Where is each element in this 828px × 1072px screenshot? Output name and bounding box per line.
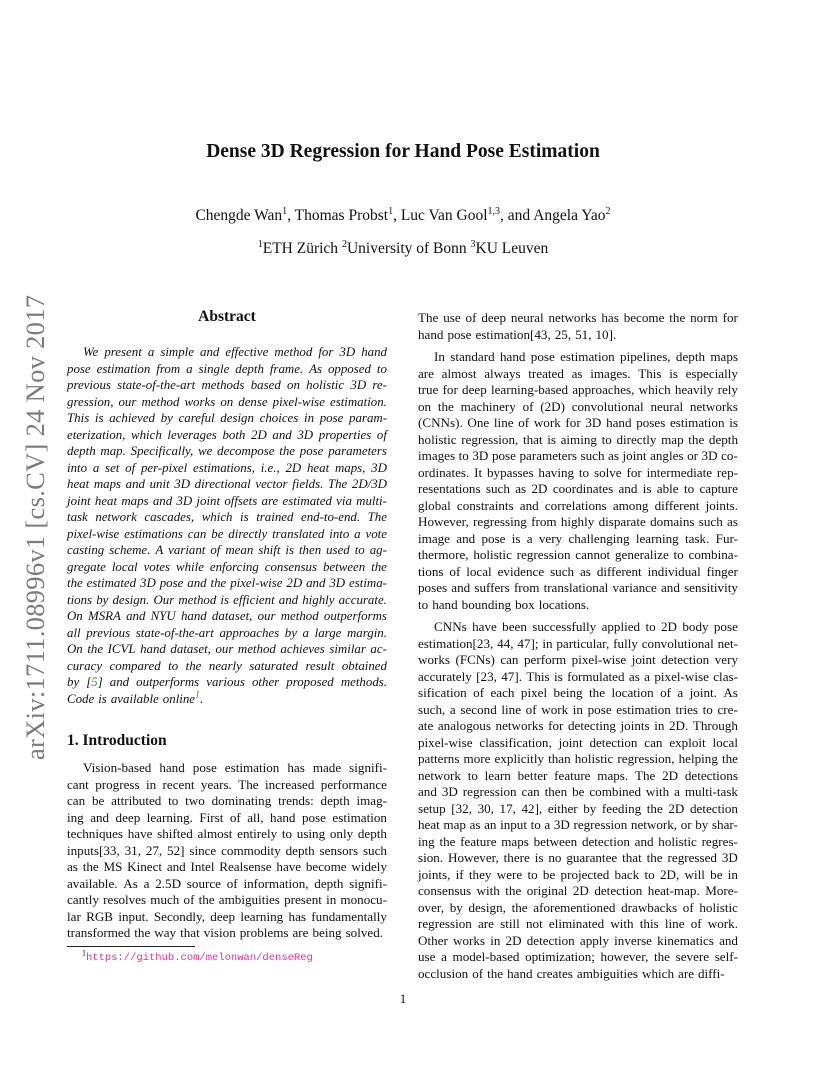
text-line: depth map. Specifically, we decompose the pose parameters xyxy=(67,444,387,458)
text-line: image and pose is a very challenging learning task. Fur- xyxy=(418,530,738,546)
affiliation-name: University of Bonn xyxy=(346,240,467,257)
text-line: tions by design. Our method is efficient and highly accurate. xyxy=(67,592,387,607)
footnote xyxy=(82,948,313,964)
author-name: Angela Yao xyxy=(533,207,606,224)
introduction-body xyxy=(67,760,387,942)
affiliation-list xyxy=(0,240,806,258)
author-name: Luc Van Gool xyxy=(400,207,488,224)
text-line: global constraints and correlations among different joints. xyxy=(418,497,738,513)
text-line: joint heat maps and 3D joint offsets are estimated via multi- xyxy=(67,493,387,508)
author-name: Chengde Wan xyxy=(195,207,283,224)
text-line: cantly resolves much of the ambiguities present in monocu- xyxy=(67,892,387,907)
text-line: joints, if they were to be projected back to 2D, will be in xyxy=(418,866,738,882)
text-line: ate analogous networks for detecting joints in 2D. Through xyxy=(418,718,738,733)
text-line: heat map as an input to a 3D regression network, or by shar- xyxy=(418,817,738,832)
author-name: Thomas Probst xyxy=(294,207,389,224)
text-line: Other works in 2D detection apply inverse kinematics and xyxy=(418,932,738,948)
text-line: are almost always treated as images. This is especially xyxy=(418,365,738,381)
text-line: In standard hand pose estimation pipelines, depth maps xyxy=(434,349,738,364)
text-line: On the ICVL hand dataset, our method achieves similar ac- xyxy=(67,642,387,656)
text-line: setup [32, 30, 17, 42], either by feeding the 2D detection xyxy=(418,800,738,816)
footnote-ref[interactable]: 1 xyxy=(195,689,201,701)
affiliation-marker: 2 xyxy=(341,238,347,250)
text-line: available. As a 2.5D source of information, depth signifi- xyxy=(67,875,387,891)
affiliation-marker: 1 xyxy=(282,205,288,217)
affiliation-marker: 1,3 xyxy=(487,205,501,217)
text-line: casting scheme. A variant of mean shift is then used to ag- xyxy=(67,543,387,557)
text-line: poses and suffers from translational variance and sensitivity xyxy=(418,580,738,595)
affiliation-marker: 2 xyxy=(605,205,611,217)
abstract-heading: Abstract xyxy=(198,308,256,325)
text-line: pose estimation from a single depth frame. As opposed to xyxy=(67,361,387,376)
text-line: sification of each pixel being the location of a joint. As xyxy=(418,685,738,700)
text-line: curacy compared to the nearly saturated result obtained xyxy=(67,658,387,673)
arxiv-stamp: arXiv:1711.08996v1 [cs.CV] 24 Nov 2017 xyxy=(20,294,50,760)
text-line: patterns more explicitly than holistic regression, helping the xyxy=(418,751,738,766)
text-line: holistic regression, that is aiming to directly map the depth xyxy=(418,431,738,447)
text-line: all previous state-of-the-art approaches by a large margin. xyxy=(67,625,387,640)
text-line: ing the feature maps between detection and holistic regres- xyxy=(418,833,738,849)
text-line: such, a second line of work in pose estimation tries to cre- xyxy=(418,701,738,717)
text-line: network to learn better feature maps. The 2D detections xyxy=(418,767,738,783)
text-line: transformed the way that vision problems are being solved. xyxy=(67,925,384,940)
footnote-url-link[interactable]: https://github.com/melonwan/denseReg xyxy=(86,952,313,964)
text-line: by [5] and outperforms various other proposed methods. xyxy=(67,675,387,689)
text-line: heat maps and unit 3D directional vector fields. The 2D/3D xyxy=(67,477,387,491)
section-heading-introduction: 1. Introduction xyxy=(67,732,167,749)
text-line: techniques have shifted almost entirely to using only depth xyxy=(67,826,387,841)
text-line: can be attributed to two dominating trends: depth imag- xyxy=(67,793,387,808)
text-line: works (FCNs) can perform pixel-wise joint detection very xyxy=(418,652,738,667)
text-line: consensus with the original 2D detection heat-map. More- xyxy=(418,883,738,898)
text-line: However, regressing from highly disparate domains such as xyxy=(418,514,738,529)
text-line: sion. However, there is no guarantee that the regressed 3D xyxy=(418,850,738,865)
text-line: into a set of per-pixel estimations, i.e., 2D heat maps, 3D xyxy=(67,460,387,475)
text-line: images to 3D pose parameters such as joint angles or 3D co- xyxy=(418,448,738,463)
text-line: hand pose estimation[43, 25, 51, 10]. xyxy=(418,326,617,342)
text-line: ordinates. It bypasses having to solve for intermediate rep- xyxy=(418,464,738,480)
text-line: task network cascades, which is trained end-to-end. The xyxy=(67,510,387,524)
abstract-body xyxy=(67,344,387,707)
citation-link[interactable]: 5 xyxy=(91,675,98,689)
text-line: gregate local votes while enforcing consensus between the xyxy=(67,559,387,574)
right-column-body xyxy=(418,310,738,982)
footnote-marker: 1 xyxy=(82,948,86,958)
text-line: previous state-of-the-art methods based on holistic 3D re- xyxy=(67,378,387,392)
text-line: to hand bounding box locations. xyxy=(418,596,590,612)
paper-title: Dense 3D Regression for Hand Pose Estimation xyxy=(206,141,600,162)
text-line: regression are still not eliminated with this line of work. xyxy=(418,916,738,931)
text-line: gression, our method works on dense pixel-wise estimation. xyxy=(67,394,387,409)
text-line: On MSRA and NYU hand dataset, our method outperforms xyxy=(67,609,387,623)
text-line: accurately [23, 47]. This is formulated as a pixel-wise clas- xyxy=(418,668,738,684)
affiliation-marker: 1 xyxy=(388,205,394,217)
text-line: over, by design, the aforementioned drawbacks of holistic xyxy=(418,899,738,915)
text-line: ing and deep learning. First of all, hand pose estimation xyxy=(67,809,387,825)
text-line: This is achieved by careful design choices in pose param- xyxy=(67,411,387,425)
text-line: on the machinery of (2D) convolutional neural networks xyxy=(418,398,738,414)
text-line: use a model-based optimization; however, the severe self- xyxy=(418,949,738,964)
text-line: CNNs have been successfully applied to 2D body pose xyxy=(434,619,738,634)
text-line: occlusion of the hand creates ambiguities which are diffi- xyxy=(418,965,725,981)
text-line: resentations such as 2D coordinates and is able to capture xyxy=(418,481,738,496)
text-line: thermore, holistic regression cannot generalize to combina- xyxy=(418,547,738,562)
text-line: tions of local evidence such as different individual finger xyxy=(418,563,738,579)
affiliation-name: KU Leuven xyxy=(475,240,549,257)
text-line: (CNNs). One line of work for 3D hand poses estimation is xyxy=(418,415,738,430)
footnote-rule xyxy=(67,946,195,947)
text-line: and 3D regression can then be combined with a multi-task xyxy=(418,784,738,799)
text-line: cant progress in recent years. The increased performance xyxy=(67,776,387,792)
text-line: Code is available online$^1$. xyxy=(67,689,204,706)
text-line: eterization, which leverages both 2D and 3D properties of xyxy=(67,427,387,442)
affiliation-name: ETH Zürich xyxy=(262,240,339,257)
text-line: The use of deep neural networks has become the norm for xyxy=(418,310,738,325)
text-line: estimation[23, 44, 47]; in particular, fully convolutional net- xyxy=(418,635,738,651)
affiliation-marker: 1 xyxy=(257,238,263,250)
text-line: true for deep learning-based approaches, which heavily rely xyxy=(418,382,738,397)
text-line: as the MS Kinect and Intel Realsense have become widely xyxy=(67,859,387,874)
author-list: Chengde Wan$^1$, Thomas Probst$^1$, Luc Van Gool$^{1,3}$, and Angela Yao$^2$ xyxy=(195,205,611,224)
text-line: We present a simple and effective method for 3D hand xyxy=(83,345,387,359)
text-line: pixel-wise classification, joint detection can exploit local xyxy=(418,734,738,750)
text-line: Vision-based hand pose estimation has made signifi- xyxy=(83,760,387,775)
text-line: pixel-wise estimations can be directly translated into a vote xyxy=(67,526,387,541)
affiliation-marker: 3 xyxy=(470,238,476,250)
text-line: lar RGB input. Secondly, deep learning has fundamentally xyxy=(67,908,387,924)
text-line: the estimated 3D pose and the pixel-wise 2D and 3D estima- xyxy=(67,576,387,590)
text-line: inputs[33, 31, 27, 52] since commodity depth sensors such xyxy=(67,842,387,858)
page-number: 1 xyxy=(399,991,407,1006)
